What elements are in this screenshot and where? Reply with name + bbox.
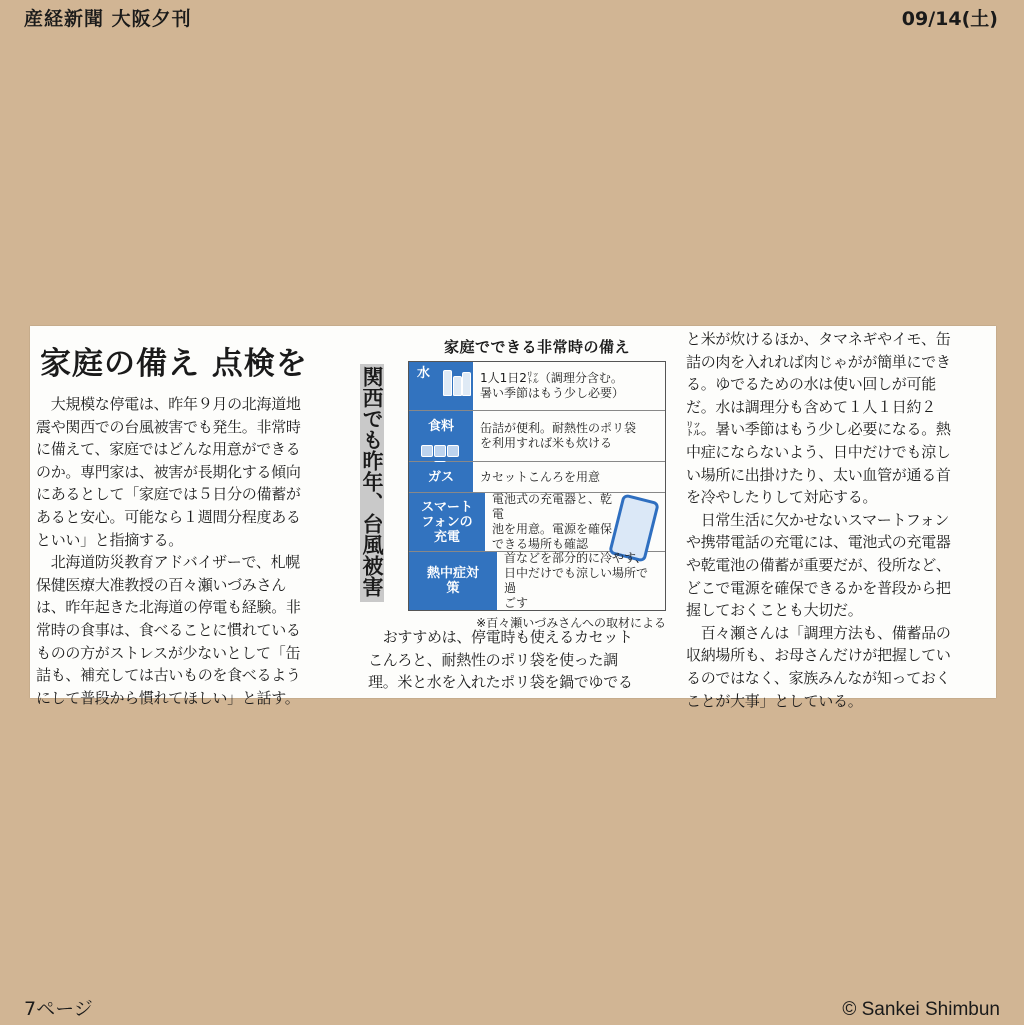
info-category-label: ガス (427, 469, 454, 485)
info-category (409, 462, 474, 492)
article-line: あると安心。可能なら１週間分程度ある (36, 507, 301, 526)
info-description-line: カセットこんろを用意 (480, 469, 601, 484)
article-line: 北海道防災教育アドバイザーで、札幌 (36, 553, 301, 572)
info-description (498, 552, 665, 610)
article-line: 詰も、補充しては古いものを食べるよう (36, 666, 301, 685)
article-column-1 (36, 393, 354, 709)
article-line: ものの方がストレスが少ないとして「缶 (36, 643, 301, 662)
article-line: 日常生活に欠かせないスマートフォン (686, 510, 950, 529)
article-line: や携帯電話の充電には、電池式の充電器 (686, 533, 951, 552)
info-category-label: スマートフォンの充電 (421, 499, 473, 545)
article-line: 大規模な停電は、昨年９月の北海道地 (36, 395, 301, 413)
info-description-line: 首などを部分的に冷やす、 (504, 551, 648, 565)
info-description-line: できる場所も確認 (492, 537, 589, 551)
article-line: どこで電源を確保できるかを普段から把 (686, 578, 951, 597)
article-line: にして普段から慣れてほしい」と話す。 (36, 688, 300, 707)
info-description (474, 411, 665, 461)
article-line: や乾電池の備蓄が重要だが、役所など、 (686, 555, 951, 574)
info-row-heatstroke (409, 552, 665, 610)
info-category-label: 食料 (427, 419, 454, 434)
article-headline: 家庭の備え 点検を (40, 346, 308, 382)
article-clipping[interactable] (30, 326, 996, 710)
article-line: に備えて、家庭ではどんな用意ができる (36, 440, 301, 459)
article-line: だ。水は調理分も含めて１人１日約２ (686, 397, 936, 416)
article-line: こんろと、耐熱性のポリ袋を使った調 (368, 650, 618, 669)
info-row-water (409, 362, 665, 411)
article-line: るのではなく、家族みんなが知っておく (686, 668, 951, 687)
info-category (409, 552, 498, 610)
copyright-notice: © Sankei Shimbun (842, 999, 1000, 1020)
article-line: 詰の肉を入れれば肉じゃがが簡単にでき (686, 352, 951, 371)
article-column-3 (686, 328, 992, 712)
article-line: ことが大事」としている。 (686, 691, 863, 710)
info-box-title: 家庭でできる非常時の備え (443, 338, 630, 356)
article-line: おすすめは、停電時も使えるカセット (368, 628, 633, 646)
info-row-gas (409, 462, 665, 493)
info-category-label: 熱中症対策 (426, 566, 479, 596)
app-header (0, 0, 1024, 34)
cans-icon (415, 445, 465, 457)
info-box-note: ※百々瀬いづみさんへの取材による (476, 616, 666, 630)
article-line: 震や関西での台風被害でも発生。非常時 (36, 417, 301, 436)
info-description-line: 缶詰が便利。耐熱性のポリ袋 (480, 421, 637, 435)
info-description-line: 1人1日2㍑（調理分含む。 (480, 371, 623, 385)
article-line: る。ゆでるための水は使い回しが可能 (686, 375, 936, 394)
info-description-line: 池を用意。電源を確保 (492, 522, 613, 536)
issue-date: 09/14(土) (901, 8, 998, 30)
info-category (409, 493, 486, 551)
info-description-line: を利用すれば米も炊ける (480, 436, 613, 450)
article-line: い場所に出掛けたり、太い血管が通る首 (686, 465, 951, 484)
info-description (474, 362, 665, 410)
article-line: 収納場所も、お母さんだけが把握してい (686, 646, 951, 665)
article-line: を冷やしたりして対応する。 (686, 488, 878, 507)
info-row-food (409, 411, 665, 462)
article-subheadline: 関西でも昨年、台風被害 (360, 364, 384, 602)
info-box (408, 334, 666, 631)
article-line: は、昨年起きた北海道の停電も経験。非 (36, 598, 301, 617)
info-row-smartphone (409, 493, 665, 552)
info-description-line: 日中だけでも涼しい場所で過 (504, 566, 649, 595)
article-line: 百々瀬さんは「調理方法も、備蓄品の (686, 623, 951, 642)
article-line: にあるとして「家庭では５日分の備蓄が (36, 485, 301, 504)
page-number: 7ページ (24, 998, 93, 1020)
info-description-line: ごす (504, 596, 529, 610)
publication-name: 産経新聞 大阪夕刊 (24, 8, 192, 30)
article-line: と米が炊けるほか、タマネギやイモ、缶 (686, 330, 951, 348)
info-category (409, 362, 474, 410)
article-line: 理。米と水を入れたポリ袋を鍋でゆでる (368, 673, 633, 692)
info-description (474, 462, 665, 492)
info-description-line: 電池式の充電器と、乾電 (492, 492, 613, 521)
article-line: 常時の食事は、食べることに慣れている (36, 620, 301, 639)
info-table (408, 361, 666, 611)
article-line: ㍑。暑い季節はもう少し必要になる。熱 (686, 420, 951, 439)
article-line: のか。専門家は、被害が長期化する傾向 (36, 462, 301, 481)
info-description-line: 暑い季節はもう少し必要） (480, 386, 625, 400)
article-line: といい」と指摘する。 (36, 530, 184, 549)
info-category (409, 411, 474, 461)
article-line: 保健医療大准教授の百々瀬いづみさん (36, 575, 286, 594)
info-category-label: 水 (417, 366, 431, 381)
article-line: 握しておくことも大切だ。 (686, 601, 863, 620)
article-column-2 (368, 626, 668, 694)
article-line: 中症にならないよう、日中だけでも涼し (686, 442, 951, 461)
